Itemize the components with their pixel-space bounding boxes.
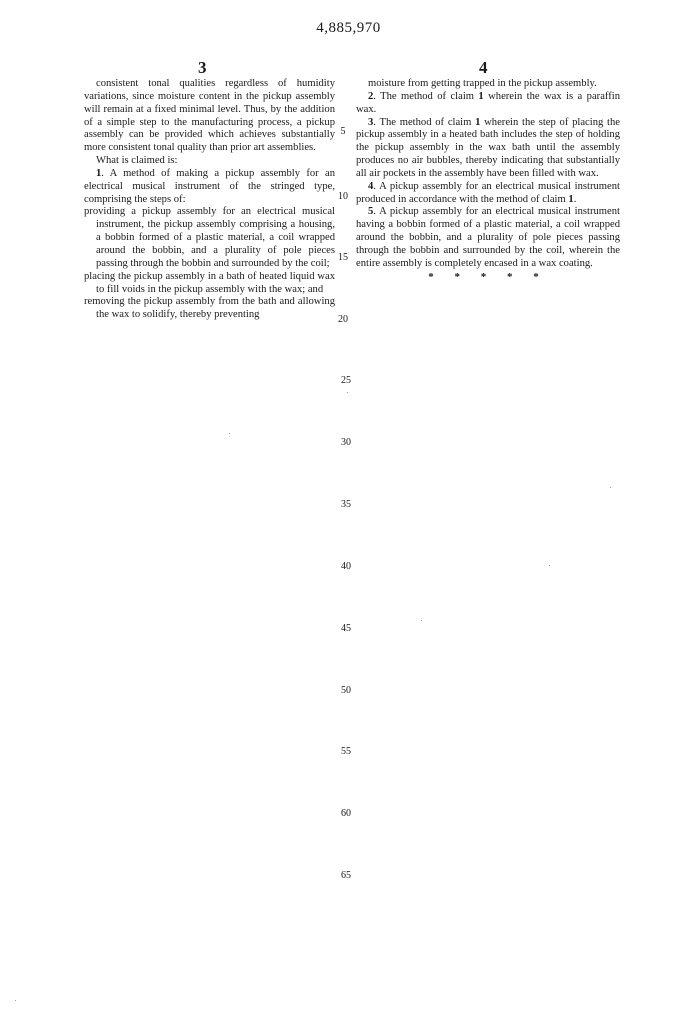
- claim-1-number: 1: [96, 167, 102, 179]
- claim-3-ref: 1: [475, 116, 481, 128]
- right-text-column: [356, 78, 620, 284]
- claim-1-step-removing: removing the pickup assembly from the bath and allowing the wax to solidify, thereby preventing: [84, 296, 335, 321]
- line-number: 15: [338, 252, 348, 263]
- claim-2-text-a: . The method of claim: [373, 90, 479, 102]
- claim-3-text-a: . The method of claim: [373, 116, 476, 128]
- claim-1-text: . A method of making a pickup assembly for an electrical musical instrument of the stringed type, comprising the steps of:: [84, 167, 335, 205]
- scan-speck: [421, 620, 422, 621]
- claim-1-step-providing: providing a pickup assembly for an electrical musical instrument, the pickup assembly comprising a housing, a bobbin formed of a plastic material, a coil wrapped around the bobbin, and a plurality of pole pieces passing through the bobbin and surrounded by the coil;: [84, 206, 335, 269]
- line-number: 65: [341, 870, 351, 881]
- claim-4-ref: 1: [568, 193, 574, 205]
- claims-intro: What is claimed is:: [96, 155, 178, 167]
- scan-speck: [610, 487, 611, 488]
- claim-1: [84, 168, 335, 207]
- claim-2: [356, 91, 620, 117]
- claim-2-text-b: wherein the wax is a paraffin wax.: [356, 90, 620, 115]
- line-number: 50: [341, 685, 351, 696]
- claim-4-text-b: .: [573, 193, 577, 205]
- claim-1-step-placing: placing the pickup assembly in a bath of heated liquid wax to fill voids in the pickup assembly with the wax; and: [84, 270, 335, 295]
- scan-speck: [15, 1000, 16, 1001]
- claim-3-number: 3: [368, 116, 374, 128]
- line-number: 40: [341, 561, 351, 572]
- claim-3-text-b: wherein the step of placing the pickup assembly in a heated bath includes the step of holding the pickup assembly in the wax bath until the assembly produces no air bubbles, thereby indicating that substantially all air pockets in the assembly have been filled with wax.: [356, 116, 620, 179]
- line-number: 25: [341, 375, 351, 386]
- line-number: 55: [341, 746, 351, 757]
- claim-1-continuation: moisture from getting trapped in the pickup assembly.: [368, 78, 597, 89]
- scan-speck: [549, 565, 550, 566]
- right-column-number: 4: [479, 58, 488, 77]
- scan-speck: [347, 392, 348, 393]
- claim-4: [356, 181, 620, 207]
- claim-5-text: . A pickup assembly for an electrical musical instrument having a bobbin formed of a plastic material, a coil wrapped around the bobbin, and a plurality of pole pieces passing through the bobbin and surrounded by the coil, wherein the entire assembly is completely encased in a wax coating.: [356, 206, 620, 269]
- left-column-number: 3: [198, 58, 207, 77]
- line-number: 60: [341, 808, 351, 819]
- claim-3: [356, 117, 620, 181]
- line-number: 10: [338, 191, 348, 202]
- scan-speck: [229, 433, 230, 434]
- line-number: 35: [341, 499, 351, 510]
- claim-4-text-a: . A pickup assembly for an electrical musical instrument produced in accordance with the method of claim: [356, 180, 620, 205]
- left-text-column: [84, 78, 335, 322]
- description-paragraph: consistent tonal qualities regardless of humidity variations, since moisture content in the pickup assembly will remain at a fixed minimal level. Thus, by the addition of a simple step to the manufacturing process, a pickup assembly can be provided which achieves substantially more consistent tonal quality than prior art assemblies.: [84, 78, 335, 154]
- line-number: 20: [338, 314, 348, 325]
- line-number: 5: [340, 126, 346, 137]
- claim-5-number: 5: [368, 206, 374, 218]
- line-number: 30: [341, 437, 351, 448]
- line-number: 45: [341, 623, 351, 634]
- claim-5: [356, 206, 620, 270]
- claim-2-ref: 1: [478, 90, 484, 102]
- claim-2-number: 2: [368, 90, 374, 102]
- end-of-document-marks: * * * * *: [428, 270, 548, 283]
- claim-4-number: 4: [368, 180, 374, 192]
- patent-number: 4,885,970: [316, 20, 381, 36]
